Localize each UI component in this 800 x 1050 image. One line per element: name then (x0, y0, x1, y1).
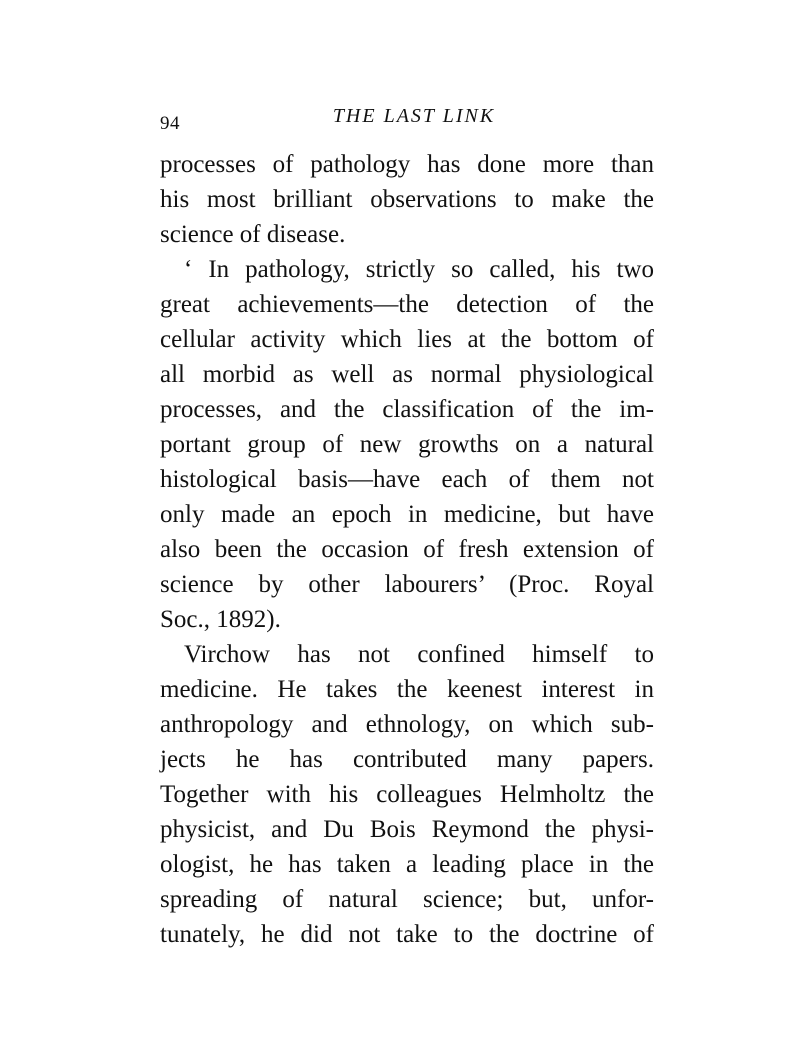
text-line: processes, and the classification of the im- (160, 396, 654, 423)
text-line: science of disease. (160, 221, 346, 248)
body-text (160, 147, 654, 952)
text-line: medicine. He takes the keenest interest in (160, 676, 654, 703)
text-line: Virchow has not confined himself to (184, 641, 654, 668)
page-header (160, 103, 654, 137)
text-line: jects he has contributed many papers. (160, 746, 654, 773)
text-line: great achievements—the detection of the (160, 291, 654, 318)
text-line: Soc., 1892). (160, 606, 281, 633)
text-line: histological basis—have each of them not (160, 466, 654, 493)
text-line: ologist, he has taken a leading place in the (160, 851, 654, 878)
text-line: all morbid as well as normal physiological (160, 361, 654, 388)
text-line: processes of pathology has done more than (160, 151, 654, 178)
text-line: portant group of new growths on a natural (160, 431, 654, 458)
text-line: spreading of natural science; but, unfor- (160, 886, 654, 913)
text-line: science by other labourers’ (Proc. Royal (160, 571, 654, 598)
text-line: tunately, he did not take to the doctrine of (160, 921, 654, 948)
text-line: ‘ In pathology, strictly so called, his two (184, 256, 654, 283)
text-line: cellular activity which lies at the bottom of (160, 326, 654, 353)
text-line: only made an epoch in medicine, but have (160, 501, 654, 528)
page-number: 94 (160, 113, 180, 134)
text-line: his most brilliant observations to make the (160, 186, 654, 213)
text-line: Together with his colleagues Helmholtz the (160, 781, 654, 808)
text-line: also been the occasion of fresh extension of (160, 536, 654, 563)
text-line: physicist, and Du Bois Reymond the physi- (160, 816, 654, 843)
text-line: anthropology and ethnology, on which sub- (160, 711, 654, 738)
running-title: THE LAST LINK (332, 105, 496, 127)
